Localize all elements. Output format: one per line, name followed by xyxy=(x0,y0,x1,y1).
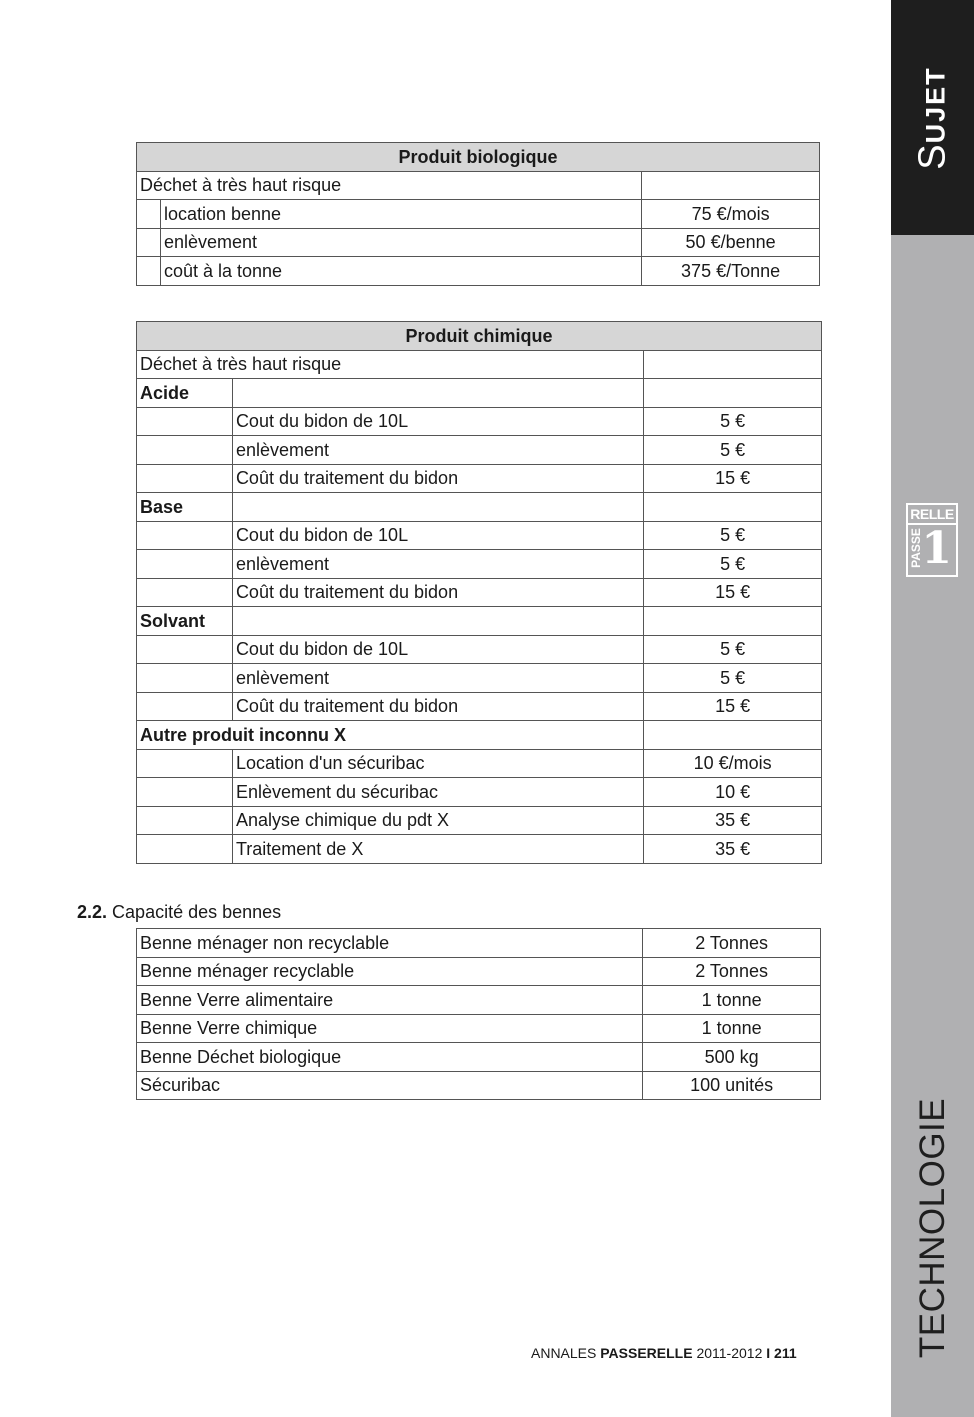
table-row xyxy=(137,1014,821,1043)
row-value: 1 tonne xyxy=(643,986,821,1015)
row-label: enlèvement xyxy=(160,228,641,257)
row-label: enlèvement xyxy=(232,436,643,465)
group-name: Solvant xyxy=(137,607,233,636)
row-value: 10 €/mois xyxy=(644,749,822,778)
row-value: 2 Tonnes xyxy=(643,957,821,986)
row-value: 35 € xyxy=(644,835,822,864)
row-label: Cout du bidon de 10L xyxy=(232,407,643,436)
row-label: location benne xyxy=(160,200,641,229)
row-value: 375 €/Tonne xyxy=(642,257,820,286)
table-row xyxy=(137,521,822,550)
empty-cell xyxy=(644,721,822,750)
row-label: Sécuribac xyxy=(137,1071,643,1100)
table-row xyxy=(137,436,822,465)
group-name: Base xyxy=(137,493,233,522)
table-header: Produit chimique xyxy=(137,322,822,351)
table-row xyxy=(137,778,822,807)
row-label: Traitement de X xyxy=(232,835,643,864)
row-label: Benne Verre alimentaire xyxy=(137,986,643,1015)
indent-cell xyxy=(137,257,161,286)
group-row xyxy=(137,721,822,750)
empty-cell xyxy=(644,607,822,636)
row-value: 2 Tonnes xyxy=(643,929,821,958)
group-row xyxy=(137,607,822,636)
footer-brand: PASSERELLE xyxy=(600,1345,693,1361)
row-label: Coût du traitement du bidon xyxy=(232,578,643,607)
indent-cell xyxy=(137,835,233,864)
group-row xyxy=(137,493,822,522)
table-produit-chimique xyxy=(136,321,822,864)
empty-cell xyxy=(644,350,822,379)
indent-cell xyxy=(137,778,233,807)
indent-cell xyxy=(137,635,233,664)
indent-cell xyxy=(137,228,161,257)
row-label: Benne ménager recyclable xyxy=(137,957,643,986)
table-row xyxy=(137,806,822,835)
sidebar-sujet-label: SUJET xyxy=(911,66,954,170)
indent-cell xyxy=(137,550,233,579)
row-value: 5 € xyxy=(644,436,822,465)
section-number: 2.2. xyxy=(77,902,108,922)
empty-cell xyxy=(232,607,643,636)
indent-cell xyxy=(137,521,233,550)
table-row xyxy=(137,929,821,958)
table-intro-cell: Déchet à très haut risque xyxy=(137,171,642,200)
empty-cell xyxy=(232,493,643,522)
table-row xyxy=(137,200,820,229)
row-value: 5 € xyxy=(644,635,822,664)
indent-cell xyxy=(137,464,233,493)
indent-cell xyxy=(137,749,233,778)
row-label: Cout du bidon de 10L xyxy=(232,521,643,550)
row-label: Location d'un sécuribac xyxy=(232,749,643,778)
row-label: Analyse chimique du pdt X xyxy=(232,806,643,835)
page-footer xyxy=(531,1345,797,1361)
row-value: 15 € xyxy=(644,578,822,607)
row-value: 5 € xyxy=(644,521,822,550)
indent-cell xyxy=(137,200,161,229)
row-value: 5 € xyxy=(644,664,822,693)
page-number: 211 xyxy=(774,1345,797,1361)
row-value: 1 tonne xyxy=(643,1014,821,1043)
row-label: Enlèvement du sécuribac xyxy=(232,778,643,807)
row-value: 5 € xyxy=(644,407,822,436)
indent-cell xyxy=(137,578,233,607)
table-intro-cell: Déchet à très haut risque xyxy=(137,350,644,379)
table-row xyxy=(137,749,822,778)
row-value: 50 €/benne xyxy=(642,228,820,257)
table-row xyxy=(137,835,822,864)
empty-cell xyxy=(644,493,822,522)
row-value: 500 kg xyxy=(643,1043,821,1072)
empty-cell xyxy=(644,379,822,408)
group-name: Autre produit inconnu X xyxy=(137,721,644,750)
table-row xyxy=(137,957,821,986)
table-row xyxy=(137,464,822,493)
footer-separator: I xyxy=(766,1345,771,1361)
row-label: Coût du traitement du bidon xyxy=(232,464,643,493)
table-row xyxy=(137,407,822,436)
row-value: 35 € xyxy=(644,806,822,835)
logo-top-text: RELLE xyxy=(908,505,956,525)
row-label: Benne Verre chimique xyxy=(137,1014,643,1043)
row-value: 75 €/mois xyxy=(642,200,820,229)
row-label: Benne ménager non recyclable xyxy=(137,929,643,958)
row-label: enlèvement xyxy=(232,664,643,693)
logo-side-text: PASSE xyxy=(909,528,923,568)
table-row xyxy=(137,664,822,693)
table-row xyxy=(137,550,822,579)
passerelle-logo xyxy=(906,503,958,577)
logo-number: 1 xyxy=(921,523,952,574)
footer-annales: ANNALES xyxy=(531,1345,597,1361)
indent-cell xyxy=(137,407,233,436)
indent-cell xyxy=(137,806,233,835)
row-label: Coût du traitement du bidon xyxy=(232,692,643,721)
sidebar-technologie-label: TECHNOLOGIE xyxy=(913,1097,952,1359)
table-row xyxy=(137,1071,821,1100)
empty-cell xyxy=(642,171,820,200)
row-value: 10 € xyxy=(644,778,822,807)
row-value: 15 € xyxy=(644,692,822,721)
footer-years: 2011-2012 xyxy=(696,1345,763,1361)
row-value: 5 € xyxy=(644,550,822,579)
row-value: 100 unités xyxy=(643,1071,821,1100)
table-capacite-bennes xyxy=(136,928,821,1100)
table-header: Produit biologique xyxy=(137,143,820,172)
table-row xyxy=(137,1043,821,1072)
group-row xyxy=(137,379,822,408)
table-row xyxy=(137,986,821,1015)
table-row xyxy=(137,228,820,257)
table-produit-biologique xyxy=(136,142,820,286)
indent-cell xyxy=(137,436,233,465)
table-row xyxy=(137,257,820,286)
group-name: Acide xyxy=(137,379,233,408)
row-value: 15 € xyxy=(644,464,822,493)
section-title: Capacité des bennes xyxy=(112,902,282,922)
section-heading xyxy=(77,902,281,923)
table-row xyxy=(137,578,822,607)
row-label: Benne Déchet biologique xyxy=(137,1043,643,1072)
empty-cell xyxy=(232,379,643,408)
table-row xyxy=(137,635,822,664)
indent-cell xyxy=(137,664,233,693)
table-row xyxy=(137,692,822,721)
row-label: enlèvement xyxy=(232,550,643,579)
row-label: Cout du bidon de 10L xyxy=(232,635,643,664)
row-label: coût à la tonne xyxy=(160,257,641,286)
indent-cell xyxy=(137,692,233,721)
